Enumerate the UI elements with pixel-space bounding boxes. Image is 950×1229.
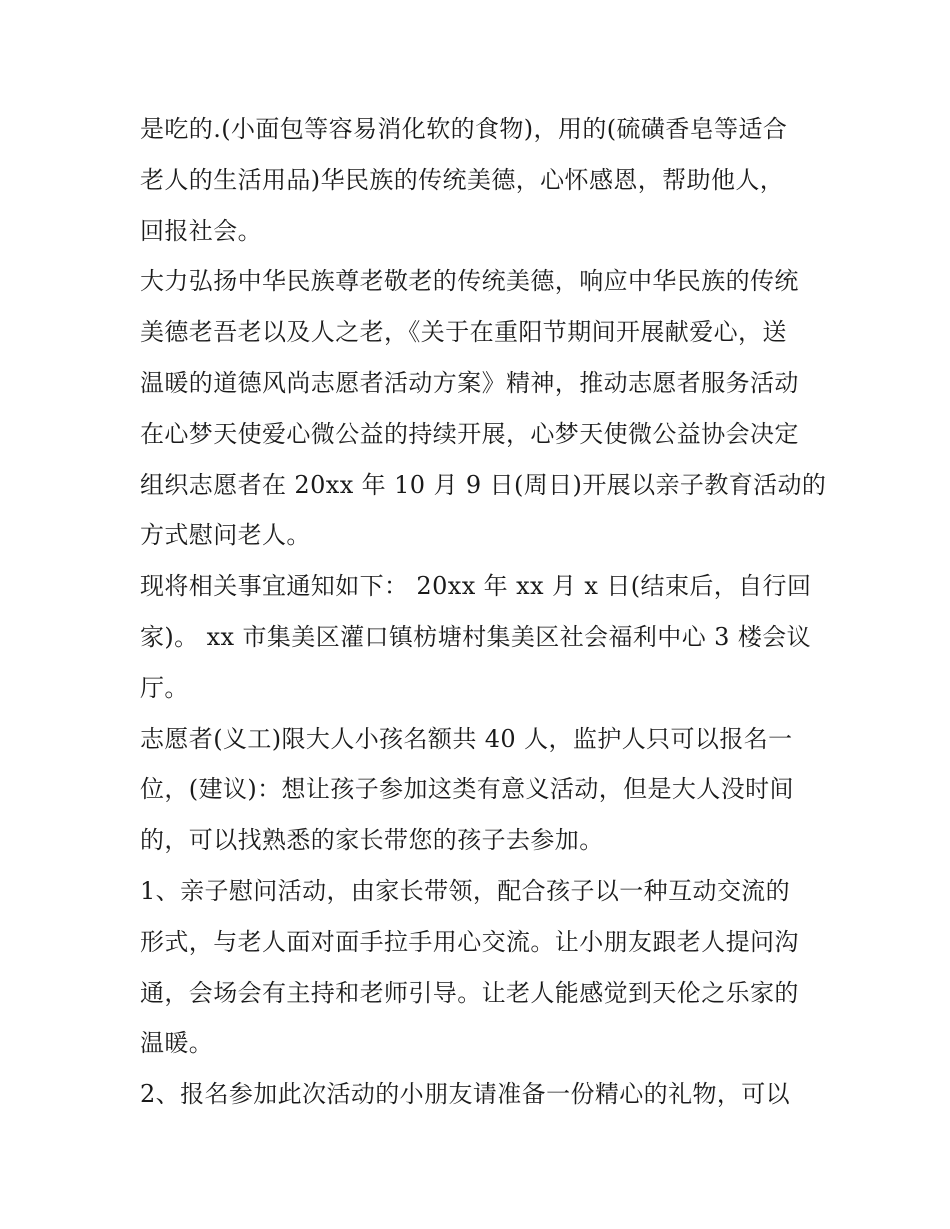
text-line: 1、亲子慰问活动，由家长带领，配合孩子以一种互动交流的 — [140, 876, 791, 905]
text-line: 美德老吾老以及人之老，《关于在重阳节期间开展献爱心，送 — [140, 318, 787, 347]
text-line: 温暖的道德风尚志愿者活动方案》精神，推动志愿者服务活动 — [140, 368, 799, 397]
text-line: 温暖。 — [140, 1029, 214, 1058]
text-line: 回报社会。 — [140, 216, 262, 245]
text-line: 家)。 xx 市集美区灌口镇枋塘村集美区社会福利中心 3 楼会议 — [140, 622, 812, 651]
text-line: 厅。 — [140, 673, 189, 702]
text-line: 2、报名参加此次活动的小朋友请准备一份精心的礼物，可以 — [140, 1080, 791, 1109]
text-line: 志愿者(义工)限大人小孩名额共 40 人，监护人只可以报名一 — [140, 724, 793, 753]
text-line: 是吃的.(小面包等容易消化软的食物)，用的(硫磺香皂等适合 — [140, 115, 788, 143]
document-body — [140, 104, 827, 1120]
text-line: 现将相关事宜通知如下： 20xx 年 xx 月 x 日(结束后，自行回 — [140, 572, 812, 601]
text-line: 大力弘扬中华民族尊老敬老的传统美德，响应中华民族的传统 — [140, 267, 799, 296]
text-line: 位，(建议)：想让孩子参加这类有意义活动，但是大人没时间 — [140, 775, 794, 804]
text-line: 的，可以找熟悉的家长带您的孩子去参加。 — [140, 826, 604, 855]
text-line: 老人的生活用品)华民族的传统美德，心怀感恩，帮助他人， — [140, 165, 785, 194]
text-line: 形式，与老人面对面手拉手用心交流。让小朋友跟老人提问沟 — [140, 927, 799, 956]
text-line: 组织志愿者在 20xx 年 10 月 9 日(周日)开展以亲子教育活动的 — [140, 470, 827, 499]
text-line: 通，会场会有主持和老师引导。让老人能感觉到天伦之乐家的 — [140, 978, 799, 1007]
text-line: 在心梦天使爱心微公益的持续开展，心梦天使微公益协会决定 — [140, 419, 799, 448]
text-line: 方式慰问老人。 — [140, 521, 311, 550]
